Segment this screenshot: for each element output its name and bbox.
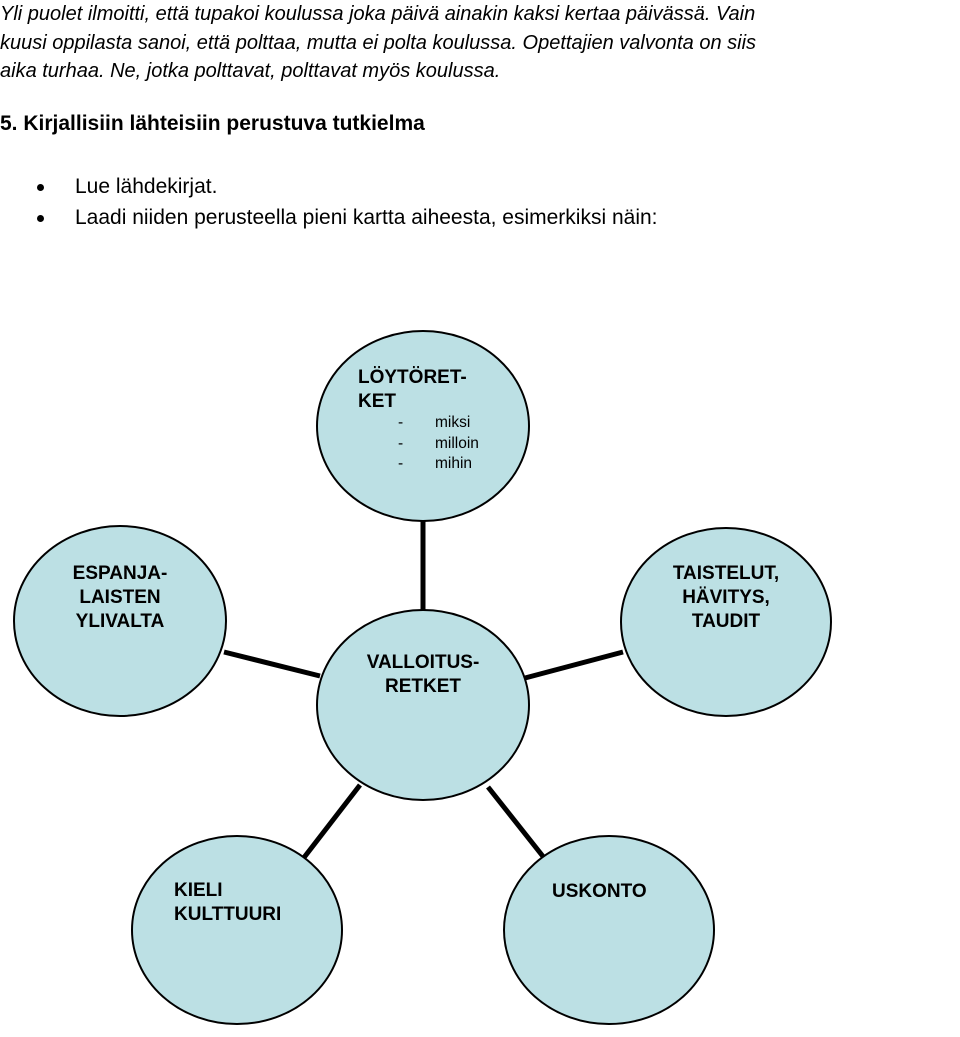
node-center-line: RETKET <box>385 676 461 697</box>
subitem-text: miksi <box>435 414 471 431</box>
node-bottom-right-title <box>552 880 647 904</box>
connector-bottom-left <box>299 785 360 864</box>
instruction-text: Lue lähdekirjat. <box>75 175 218 198</box>
connector-bottom-right <box>488 787 549 864</box>
node-right-title <box>636 562 816 634</box>
node-bottom-left-title <box>174 879 281 927</box>
node-bottom-left-line: KULTTUURI <box>174 904 282 925</box>
subitem-text: milloin <box>435 434 479 452</box>
intro-line-3: aika turhaa. Ne, jotka polttavat, polttavat myös koulussa. <box>0 60 501 82</box>
node-left-line: ESPANJA- <box>72 563 168 584</box>
section-heading: 5. Kirjallisiin lähteisiin perustuva tutkielma <box>0 112 425 135</box>
subitem-dash: - <box>398 414 404 431</box>
node-top-title-line: LÖYTÖRET- <box>358 367 467 388</box>
intro-line-1: Yli puolet ilmoitti, että tupakoi koulussa joka päivä ainakin kaksi kertaa päivässä. Vain <box>0 3 756 25</box>
subitem <box>398 434 479 455</box>
node-left-line: LAISTEN <box>79 587 161 608</box>
connector-left <box>224 652 320 676</box>
node-center-title <box>333 651 513 699</box>
node-bottom-left-line: KIELI <box>174 880 223 901</box>
node-right-line: TAUDIT <box>691 611 761 632</box>
node-bottom-right-circle <box>504 836 714 1024</box>
subitem <box>398 454 479 475</box>
subitem-dash: - <box>398 455 404 472</box>
intro-line-2: kuusi oppilasta sanoi, että polttaa, mutta ei polta koulussa. Opettajien valvonta on siis <box>0 31 757 54</box>
node-center-circle <box>317 610 529 800</box>
node-bottom-right-line: USKONTO <box>552 881 647 902</box>
node-left-line: YLIVALTA <box>75 611 165 632</box>
node-center-line: VALLOITUS- <box>366 652 480 673</box>
node-right-line: TAISTELUT, <box>672 563 780 584</box>
subitem <box>398 413 479 434</box>
subitem-text: mihin <box>435 455 473 472</box>
node-top-title-line: KET <box>358 391 396 412</box>
connector-right <box>525 652 623 678</box>
node-top-title <box>358 366 467 414</box>
node-top-subitems <box>398 413 479 475</box>
node-left-title <box>30 562 210 634</box>
node-bottom-left-circle <box>132 836 342 1024</box>
node-right-line: HÄVITYS, <box>682 587 770 608</box>
subitem-dash: - <box>398 434 404 452</box>
instruction-text: Laadi niiden perusteella pieni kartta aiheesta, esimerkiksi näin: <box>75 206 658 229</box>
